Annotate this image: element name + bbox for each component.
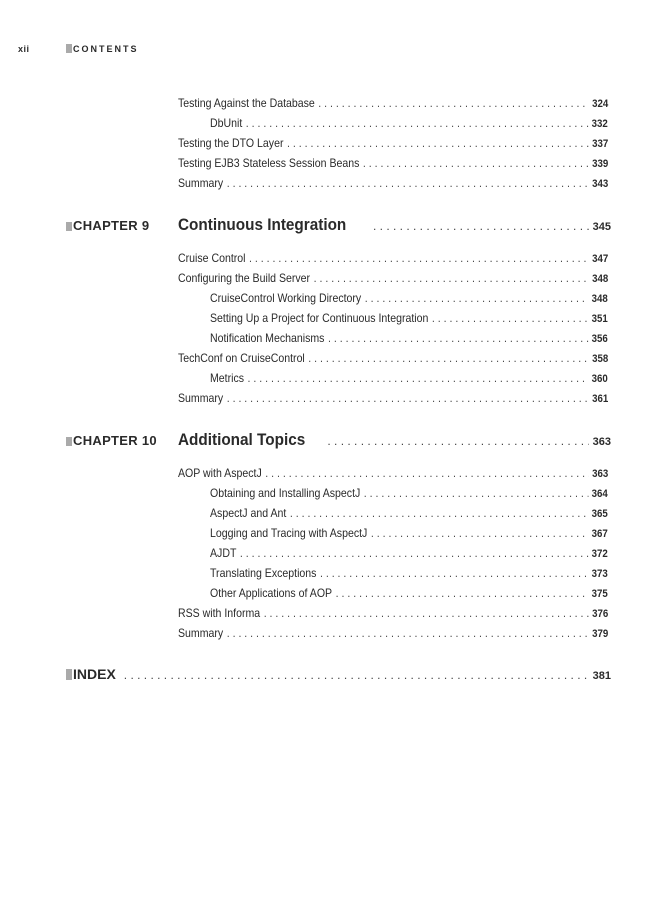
leader-dots: [227, 625, 589, 641]
toc-entry[interactable]: Translating Exceptions . . . 373: [210, 565, 608, 582]
leader-dots: [371, 525, 588, 541]
toc-entry[interactable]: Configuring the Build Server . . . 348: [178, 270, 608, 287]
toc-entry[interactable]: AJDT . . . 372: [210, 545, 608, 562]
leader-dots: [265, 465, 588, 481]
leader-dots: [314, 270, 589, 286]
section-marker-icon: [66, 44, 72, 53]
leader-dots: [327, 434, 588, 448]
index-entry[interactable]: INDEX . . . 381: [66, 666, 611, 682]
leader-dots: [318, 95, 588, 111]
page-number: xii: [18, 44, 30, 54]
leader-dots: [336, 585, 588, 601]
leader-dots: [227, 390, 589, 406]
leader-dots: [246, 115, 588, 131]
toc-entry[interactable]: Testing Against the Database . . . 324: [178, 95, 608, 112]
leader-dots: [264, 605, 589, 621]
leader-dots: [240, 545, 588, 561]
toc-entry[interactable]: Other Applications of AOP . . . 375: [210, 585, 608, 602]
leader-dots: [320, 565, 588, 581]
toc-entry[interactable]: Testing the DTO Layer . . . 337: [178, 135, 608, 152]
leader-dots: [432, 310, 588, 326]
toc-entry[interactable]: RSS with Informa . . . 376: [178, 605, 608, 622]
toc-entry[interactable]: TechConf on CruiseControl . . . 358: [178, 350, 608, 367]
toc-entry[interactable]: Metrics . . . 360: [210, 370, 608, 387]
toc-entry[interactable]: Obtaining and Installing AspectJ . . . 364: [210, 485, 608, 502]
leader-dots: [308, 350, 588, 366]
leader-dots: [227, 175, 589, 191]
leader-dots: [290, 505, 588, 521]
toc-entry[interactable]: Summary . . . 343: [178, 175, 608, 192]
leader-dots: [373, 219, 589, 233]
toc-entry[interactable]: Setting Up a Project for Continuous Integration . . . 351: [210, 310, 608, 327]
leader-dots: [328, 330, 588, 346]
toc-entry[interactable]: Logging and Tracing with AspectJ . . . 367: [210, 525, 608, 542]
toc-entry[interactable]: Cruise Control . . . 347: [178, 250, 608, 267]
chapter-heading[interactable]: CHAPTER 9 Continuous Integration . . . 345: [66, 215, 611, 235]
toc-entry[interactable]: AOP with AspectJ . . . 363: [178, 465, 608, 482]
leader-dots: [287, 135, 589, 151]
toc-entry[interactable]: DbUnit . . . 332: [210, 115, 608, 132]
toc-entry[interactable]: AspectJ and Ant . . . 365: [210, 505, 608, 522]
leader-dots: [249, 250, 589, 266]
running-title: CONTENTS: [66, 44, 139, 54]
section-marker-icon: [66, 669, 72, 680]
chapter-heading[interactable]: CHAPTER 10 Additional Topics . . . 363: [66, 430, 611, 450]
leader-dots: [124, 668, 589, 682]
toc-entry[interactable]: CruiseControl Working Directory . . . 348: [210, 290, 608, 307]
toc-entry[interactable]: Notification Mechanisms . . . 356: [210, 330, 608, 347]
toc-entry[interactable]: Summary . . . 379: [178, 625, 608, 642]
leader-dots: [365, 290, 588, 306]
toc-entry[interactable]: Summary . . . 361: [178, 390, 608, 407]
leader-dots: [363, 155, 589, 171]
leader-dots: [248, 370, 589, 386]
leader-dots: [364, 485, 588, 501]
section-marker-icon: [66, 437, 72, 446]
toc-entry[interactable]: Testing EJB3 Stateless Session Beans . . . 339: [178, 155, 608, 172]
section-marker-icon: [66, 222, 72, 231]
